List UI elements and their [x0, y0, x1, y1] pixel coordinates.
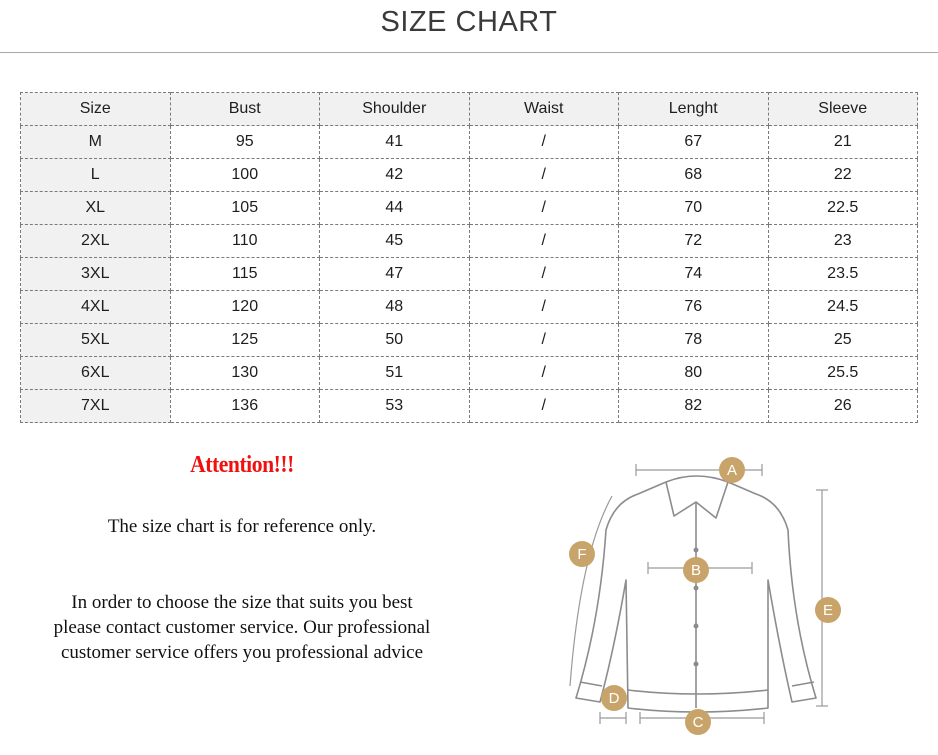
measurement-cell: 72 — [619, 225, 769, 258]
measurement-cell: 130 — [170, 357, 320, 390]
advice-line: please contact customer service. Our professional — [53, 617, 431, 638]
size-cell: 7XL — [21, 390, 171, 423]
table-body — [21, 126, 918, 423]
measurement-cell: 22 — [768, 159, 918, 192]
measurement-cell: / — [469, 291, 619, 324]
table-row — [21, 390, 918, 423]
measurement-cell: / — [469, 126, 619, 159]
advice-note — [12, 590, 472, 665]
measurement-cell: 25.5 — [768, 357, 918, 390]
label-e: E — [822, 602, 834, 619]
size-cell: 4XL — [21, 291, 171, 324]
measurement-cell: / — [469, 357, 619, 390]
label-c: C — [692, 714, 704, 731]
measurement-cell: / — [469, 192, 619, 225]
table-row — [21, 159, 918, 192]
reference-note: The size chart is for reference only. — [107, 516, 377, 537]
size-cell: M — [21, 126, 171, 159]
measurement-cell: 48 — [320, 291, 470, 324]
label-f: F — [577, 546, 587, 563]
title-divider — [0, 52, 938, 53]
table-row — [21, 225, 918, 258]
measurement-cell: / — [469, 390, 619, 423]
measurement-cell: 44 — [320, 192, 470, 225]
size-cell: 6XL — [21, 357, 171, 390]
measurement-cell: 22.5 — [768, 192, 918, 225]
column-header: Size — [21, 93, 171, 126]
shirt-diagram — [556, 450, 856, 740]
measurement-cell: 115 — [170, 258, 320, 291]
measurement-cell: 78 — [619, 324, 769, 357]
measurement-cell: 70 — [619, 192, 769, 225]
measurement-cell: 76 — [619, 291, 769, 324]
measurement-cell: 125 — [170, 324, 320, 357]
measurement-cell: 47 — [320, 258, 470, 291]
measurement-cell: / — [469, 258, 619, 291]
column-header: Shoulder — [320, 93, 470, 126]
label-b: B — [690, 562, 702, 579]
measurement-cell: 80 — [619, 357, 769, 390]
table-header-row — [21, 93, 918, 126]
size-cell: 5XL — [21, 324, 171, 357]
measurement-cell: 67 — [619, 126, 769, 159]
table-row — [21, 291, 918, 324]
measurement-cell: 100 — [170, 159, 320, 192]
measurement-cell: 74 — [619, 258, 769, 291]
table-row — [21, 357, 918, 390]
column-header: Lenght — [619, 93, 769, 126]
measurement-cell: 21 — [768, 126, 918, 159]
size-chart-table — [20, 92, 918, 423]
size-cell: XL — [21, 192, 171, 225]
advice-line: In order to choose the size that suits you best — [71, 592, 413, 613]
measurement-cell: 51 — [320, 357, 470, 390]
table-row — [21, 192, 918, 225]
measurement-cell: 82 — [619, 390, 769, 423]
measurement-cell: / — [469, 225, 619, 258]
size-cell: 2XL — [21, 225, 171, 258]
table-row — [21, 126, 918, 159]
measurement-cell: 23 — [768, 225, 918, 258]
size-cell: L — [21, 159, 171, 192]
measurement-cell: 53 — [320, 390, 470, 423]
table-row — [21, 258, 918, 291]
measurement-cell: 45 — [320, 225, 470, 258]
table-row — [21, 324, 918, 357]
measurement-cell: 41 — [320, 126, 470, 159]
measure-lines — [570, 464, 828, 724]
advice-line: customer service offers you professional advice — [60, 642, 424, 663]
measurement-cell: 42 — [320, 159, 470, 192]
measurement-cell: / — [469, 324, 619, 357]
page-title: SIZE CHART — [380, 6, 558, 38]
measurement-cell: 50 — [320, 324, 470, 357]
measurement-cell: 110 — [170, 225, 320, 258]
measurement-cell: 25 — [768, 324, 918, 357]
measurement-cell: 23.5 — [768, 258, 918, 291]
measurement-cell: 68 — [619, 159, 769, 192]
measurement-cell: 105 — [170, 192, 320, 225]
column-header: Waist — [469, 93, 619, 126]
column-header: Sleeve — [768, 93, 918, 126]
measurement-cell: / — [469, 159, 619, 192]
label-d: D — [608, 690, 620, 707]
measurement-cell: 95 — [170, 126, 320, 159]
shirt-outline — [576, 476, 816, 712]
size-cell: 3XL — [21, 258, 171, 291]
measurement-cell: 26 — [768, 390, 918, 423]
measurement-cell: 120 — [170, 291, 320, 324]
column-header: Bust — [170, 93, 320, 126]
attention-heading: Attention!!! — [190, 452, 294, 478]
label-a: A — [726, 462, 738, 479]
measurement-cell: 24.5 — [768, 291, 918, 324]
measurement-cell: 136 — [170, 390, 320, 423]
